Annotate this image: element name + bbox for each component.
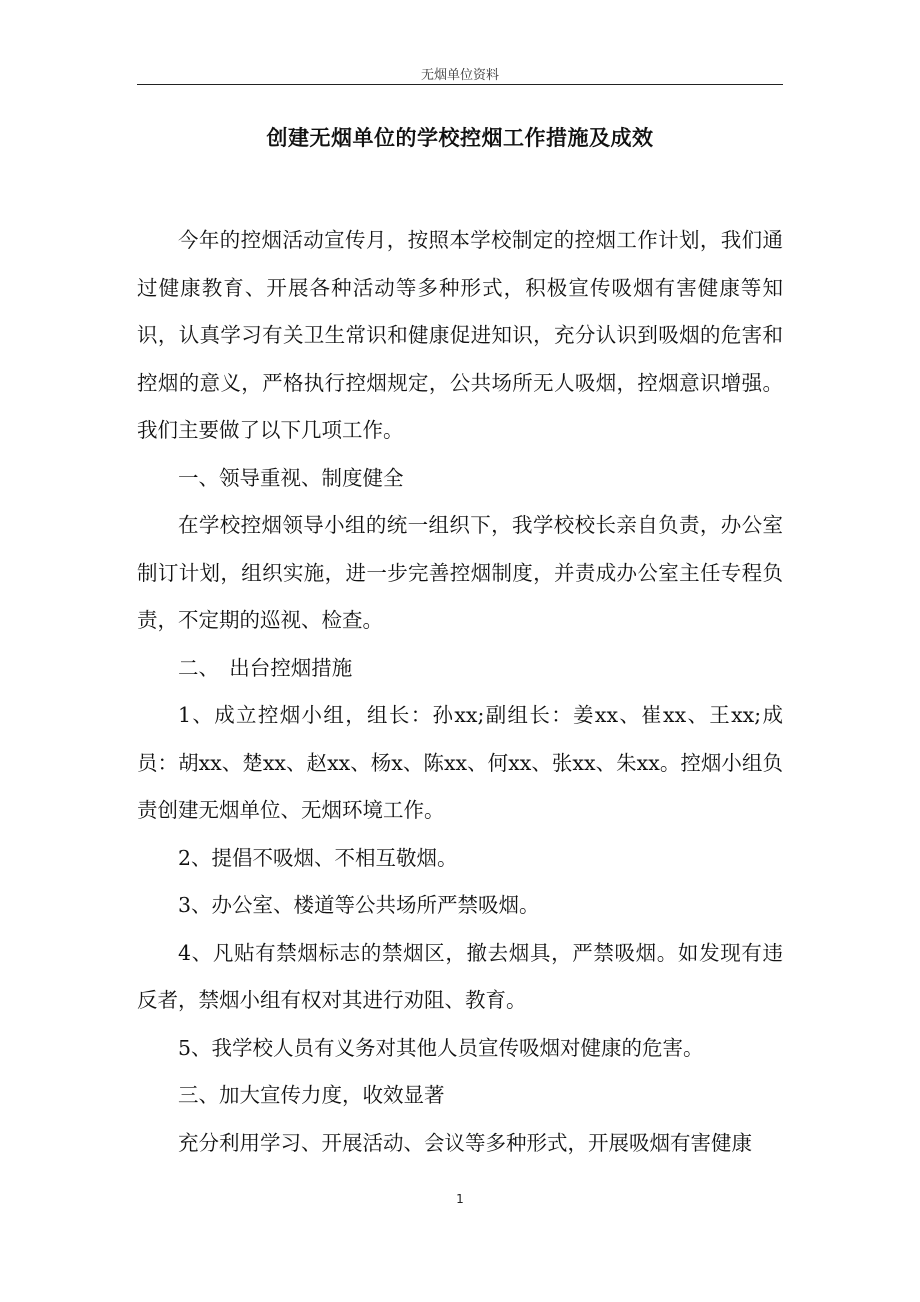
section-heading-2: 二、 出台控烟措施 [178,655,353,680]
header-rule [137,84,783,85]
list-item: 4、凡贴有禁烟标志的禁烟区，撤去烟具，严禁吸烟。如发现有违反者，禁烟小组有权对其进行劝阻、教育。 [137,940,783,1012]
paragraph-publicity: 充分利用学习、开展活动、会议等多种形式，开展吸烟有害健康 [178,1130,752,1155]
list-item: 2、提倡不吸烟、不相互敬烟。 [178,845,458,870]
page-number: 1 [456,1192,464,1206]
list-item: 1、成立控烟小组，组长：孙xx;副组长：姜xx、崔xx、王xx;成员：胡xx、楚xx、赵xx、杨x、陈xx、何xx、张xx、朱xx。控烟小组负责创建无烟单位、无烟环境工作。 [137,703,783,822]
paragraph-leadership: 在学校控烟领导小组的统一组织下，我学校校长亲自负责，办公室制订计划，组织实施，进一步完善控烟制度，并责成办公室主任专程负责，不定期的巡视、检查。 [137,513,783,632]
list-item: 5、我学校人员有义务对其他人员宣传吸烟对健康的危害。 [178,1035,704,1060]
section-heading-3: 三、加大宣传力度，收效显著 [178,1083,445,1107]
list-item: 3、办公室、楼道等公共场所严禁吸烟。 [178,893,540,917]
document-body [137,217,783,1167]
section-heading-1: 一、领导重视、制度健全 [178,465,404,490]
running-header: 无烟单位资料 [420,68,499,83]
document-title: 创建无烟单位的学校控烟工作措施及成效 [266,126,654,150]
paragraph-intro: 今年的控烟活动宣传月，按照本学校制定的控烟工作计划，我们通过健康教育、开展各种活动等多种形式，积极宣传吸烟有害健康等知识，认真学习有关卫生常识和健康促进知识，充分认识到吸烟的危害和控烟的意义，严格执行控烟规定，公共场所无人吸烟，控烟意识增强。我们主要做了以下几项工作。 [137,228,783,442]
